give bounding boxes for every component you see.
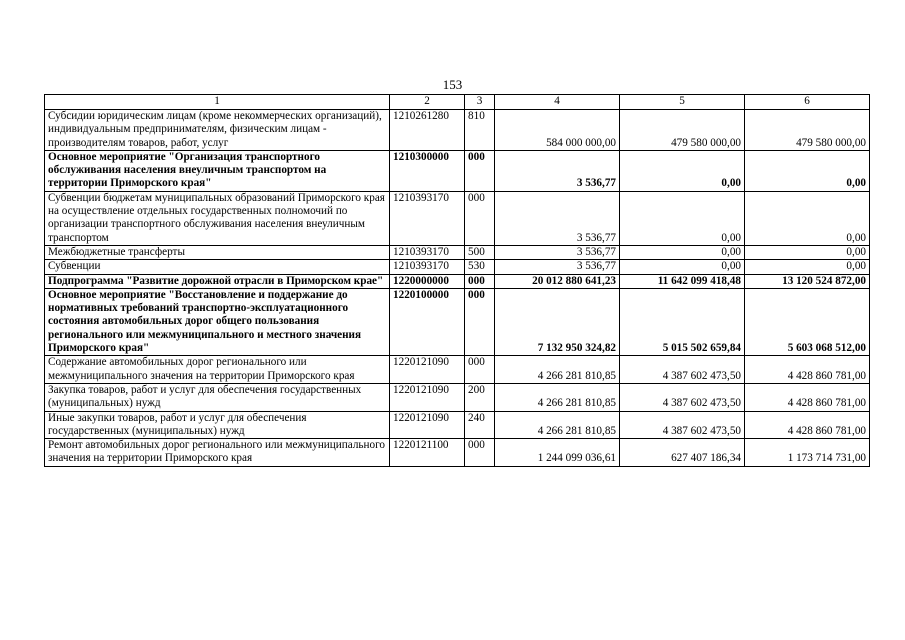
row-name: Подпрограмма "Развитие дорожной отрасли в Приморском крае" <box>45 274 390 288</box>
table-row <box>45 110 870 151</box>
row-csr-code: 1220000000 <box>390 274 465 288</box>
row-csr-code: 1210393170 <box>390 245 465 259</box>
row-amount-3: 0,00 <box>745 260 870 274</box>
row-vr-code: 000 <box>465 356 495 384</box>
column-header-name: 1 <box>45 95 390 110</box>
row-csr-code: 1210393170 <box>390 191 465 245</box>
row-amount-2: 0,00 <box>620 245 745 259</box>
column-header-amount-1: 4 <box>495 95 620 110</box>
column-header-amount-2: 5 <box>620 95 745 110</box>
row-vr-code: 000 <box>465 150 495 191</box>
row-name: Субвенции бюджетам муниципальных образований Приморского края на осуществление отдельных государственных полномочий по организации транспортного обслуживания населения внеуличным транспортом <box>45 191 390 245</box>
row-amount-2: 0,00 <box>620 150 745 191</box>
row-amount-2: 4 387 602 473,50 <box>620 356 745 384</box>
row-csr-code: 1210300000 <box>390 150 465 191</box>
table-row <box>45 439 870 467</box>
row-csr-code: 1210261280 <box>390 110 465 151</box>
row-amount-1: 3 536,77 <box>495 150 620 191</box>
column-header-csr: 2 <box>390 95 465 110</box>
table-row <box>45 356 870 384</box>
row-csr-code: 1220121090 <box>390 383 465 411</box>
row-amount-3: 0,00 <box>745 150 870 191</box>
row-name: Межбюджетные трансферты <box>45 245 390 259</box>
table-row <box>45 150 870 191</box>
row-amount-3: 4 428 860 781,00 <box>745 383 870 411</box>
row-amount-1: 3 536,77 <box>495 260 620 274</box>
row-amount-3: 479 580 000,00 <box>745 110 870 151</box>
row-vr-code: 000 <box>465 288 495 355</box>
row-amount-1: 4 266 281 810,85 <box>495 411 620 439</box>
row-name: Субвенции <box>45 260 390 274</box>
row-name: Ремонт автомобильных дорог регионального или межмуниципального значения на территории Приморского края <box>45 439 390 467</box>
table-row <box>45 191 870 245</box>
row-amount-1: 3 536,77 <box>495 245 620 259</box>
row-amount-3: 13 120 524 872,00 <box>745 274 870 288</box>
row-name: Иные закупки товаров, работ и услуг для обеспечения государственных (муниципальных) нужд <box>45 411 390 439</box>
row-name: Содержание автомобильных дорог регионального или межмуниципального значения на территории Приморского края <box>45 356 390 384</box>
row-name: Закупка товаров, работ и услуг для обеспечения государственных (муниципальных) нужд <box>45 383 390 411</box>
page-number: 153 <box>442 77 463 92</box>
row-name: Основное мероприятие "Восстановление и поддержание до нормативных требований транспортно-эксплуатационного состояния автомобильных дорог общего пользования регионального или межмуниципального и местного значения Приморского края" <box>45 288 390 355</box>
row-amount-2: 11 642 099 418,48 <box>620 274 745 288</box>
row-amount-3: 4 428 860 781,00 <box>745 356 870 384</box>
table-row <box>45 288 870 355</box>
table-row <box>45 411 870 439</box>
row-amount-1: 4 266 281 810,85 <box>495 383 620 411</box>
row-amount-3: 0,00 <box>745 191 870 245</box>
row-csr-code: 1220121090 <box>390 411 465 439</box>
row-amount-1: 1 244 099 036,61 <box>495 439 620 467</box>
row-csr-code: 1220100000 <box>390 288 465 355</box>
row-csr-code: 1210393170 <box>390 260 465 274</box>
row-csr-code: 1220121090 <box>390 356 465 384</box>
row-amount-2: 0,00 <box>620 260 745 274</box>
row-vr-code: 530 <box>465 260 495 274</box>
row-amount-2: 5 015 502 659,84 <box>620 288 745 355</box>
row-amount-3: 1 173 714 731,00 <box>745 439 870 467</box>
row-amount-1: 584 000 000,00 <box>495 110 620 151</box>
row-amount-3: 4 428 860 781,00 <box>745 411 870 439</box>
table-row <box>45 245 870 259</box>
table-row <box>45 274 870 288</box>
column-header-vr: 3 <box>465 95 495 110</box>
row-vr-code: 000 <box>465 191 495 245</box>
row-amount-1: 7 132 950 324,82 <box>495 288 620 355</box>
row-vr-code: 000 <box>465 439 495 467</box>
table-row <box>45 260 870 274</box>
row-amount-2: 0,00 <box>620 191 745 245</box>
row-amount-1: 3 536,77 <box>495 191 620 245</box>
row-vr-code: 810 <box>465 110 495 151</box>
column-header-amount-3: 6 <box>745 95 870 110</box>
row-vr-code: 500 <box>465 245 495 259</box>
budget-table <box>44 94 870 467</box>
row-amount-3: 0,00 <box>745 245 870 259</box>
row-amount-3: 5 603 068 512,00 <box>745 288 870 355</box>
row-amount-2: 627 407 186,34 <box>620 439 745 467</box>
table-row <box>45 383 870 411</box>
row-amount-2: 4 387 602 473,50 <box>620 411 745 439</box>
row-vr-code: 200 <box>465 383 495 411</box>
row-vr-code: 240 <box>465 411 495 439</box>
row-amount-1: 4 266 281 810,85 <box>495 356 620 384</box>
row-amount-2: 479 580 000,00 <box>620 110 745 151</box>
row-amount-1: 20 012 880 641,23 <box>495 274 620 288</box>
row-csr-code: 1220121100 <box>390 439 465 467</box>
row-name: Субсидии юридическим лицам (кроме некоммерческих организаций), индивидуальным предпринимателям, физическим лицам - производителям товаров, работ, услуг <box>45 110 390 151</box>
row-name: Основное мероприятие "Организация транспортного обслуживания населения внеуличным транспортом на территории Приморского края" <box>45 150 390 191</box>
header-row <box>45 95 870 110</box>
row-amount-2: 4 387 602 473,50 <box>620 383 745 411</box>
row-vr-code: 000 <box>465 274 495 288</box>
